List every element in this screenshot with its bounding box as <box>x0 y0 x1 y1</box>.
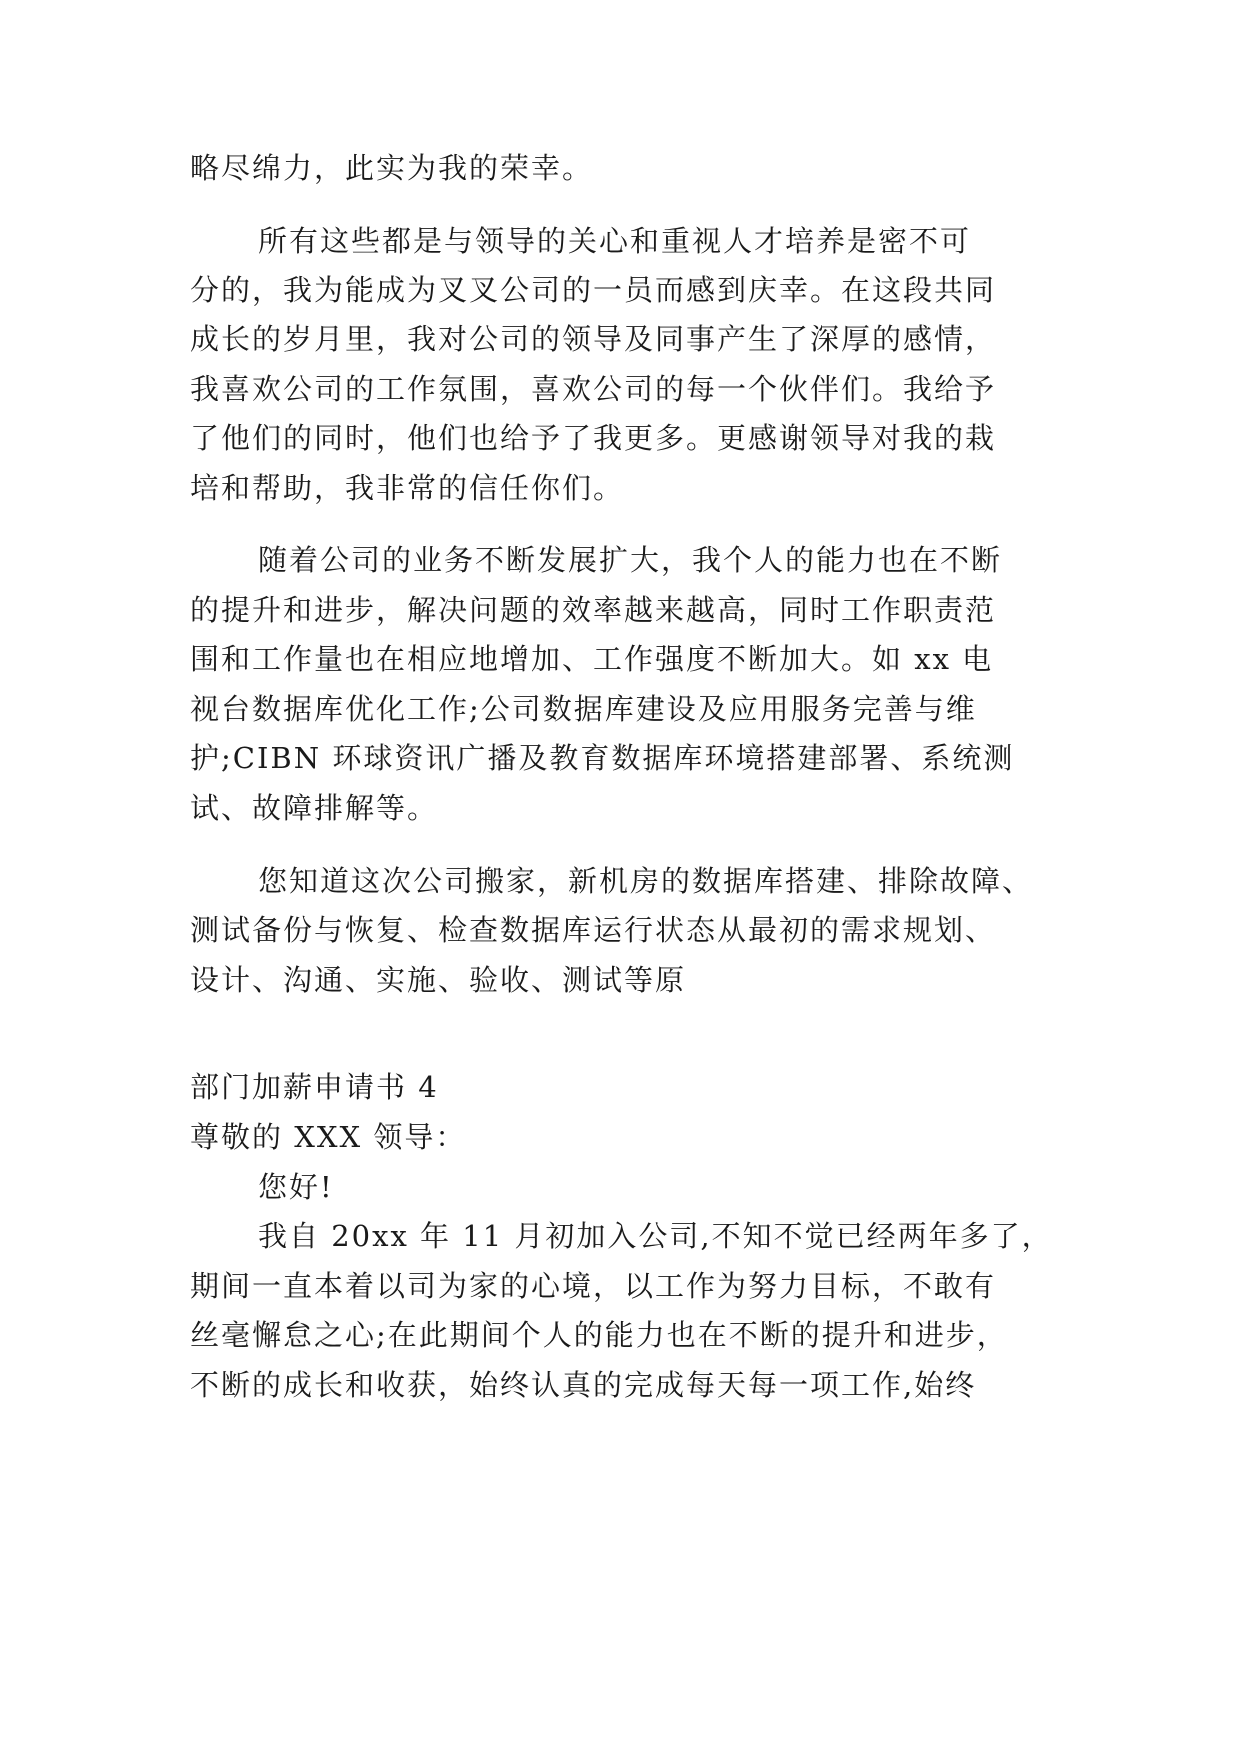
paragraph-first-line: 所有这些都是与领导的关心和重视人才培养是密不可 <box>258 224 972 258</box>
text-line: 试、故障排解等。 <box>190 791 439 825</box>
text-line: 不断的成长和收获，始终认真的完成每天每一项工作,始终 <box>190 1368 977 1402</box>
text-line: 培和帮助，我非常的信任你们。 <box>190 471 625 505</box>
text-line: 视台数据库优化工作;公司数据库建设及应用服务完善与维 <box>190 692 977 726</box>
text-line: 围和工作量也在相应地增加、工作强度不断加大。如 xx 电 <box>190 642 994 676</box>
text-line: 成长的岁月里，我对公司的领导及同事产生了深厚的感情， <box>190 322 997 356</box>
paragraph-first-line: 随着公司的业务不断发展扩大，我个人的能力也在不断 <box>258 543 1003 577</box>
text-line: 测试备份与恢复、检查数据库运行状态从最初的需求规划、 <box>190 913 997 947</box>
paragraph-first-line: 您知道这次公司搬家，新机房的数据库搭建、排除故障、 <box>258 864 1034 898</box>
greeting: 您好! <box>258 1170 334 1204</box>
text-line: 分的，我为能成为叉叉公司的一员而感到庆幸。在这段共同 <box>190 273 997 307</box>
text-line: 略尽绵力，此实为我的荣幸。 <box>190 151 594 185</box>
text-line: 丝毫懈怠之心;在此期间个人的能力也在不断的提升和进步， <box>190 1318 1008 1352</box>
section-title: 部门加薪申请书 4 <box>190 1070 439 1104</box>
text-line: 了他们的同时，他们也给予了我更多。更感谢领导对我的栽 <box>190 421 997 455</box>
text-line: 的提升和进步，解决问题的效率越来越高，同时工作职责范 <box>190 593 997 627</box>
paragraph-first-line: 我自 20xx 年 11 月初加入公司,不知不觉已经两年多了， <box>258 1219 1053 1253</box>
text-line: 期间一直本着以司为家的心境，以工作为努力目标，不敢有 <box>190 1269 997 1303</box>
salutation: 尊敬的 XXX 领导： <box>190 1120 467 1154</box>
text-line: 设计、沟通、实施、验收、测试等原 <box>190 963 687 997</box>
text-line: 护;CIBN 环球资讯广播及教育数据库环境搭建部署、系统测 <box>190 741 1015 775</box>
text-line: 我喜欢公司的工作氛围，喜欢公司的每一个伙伴们。我给予 <box>190 372 997 406</box>
